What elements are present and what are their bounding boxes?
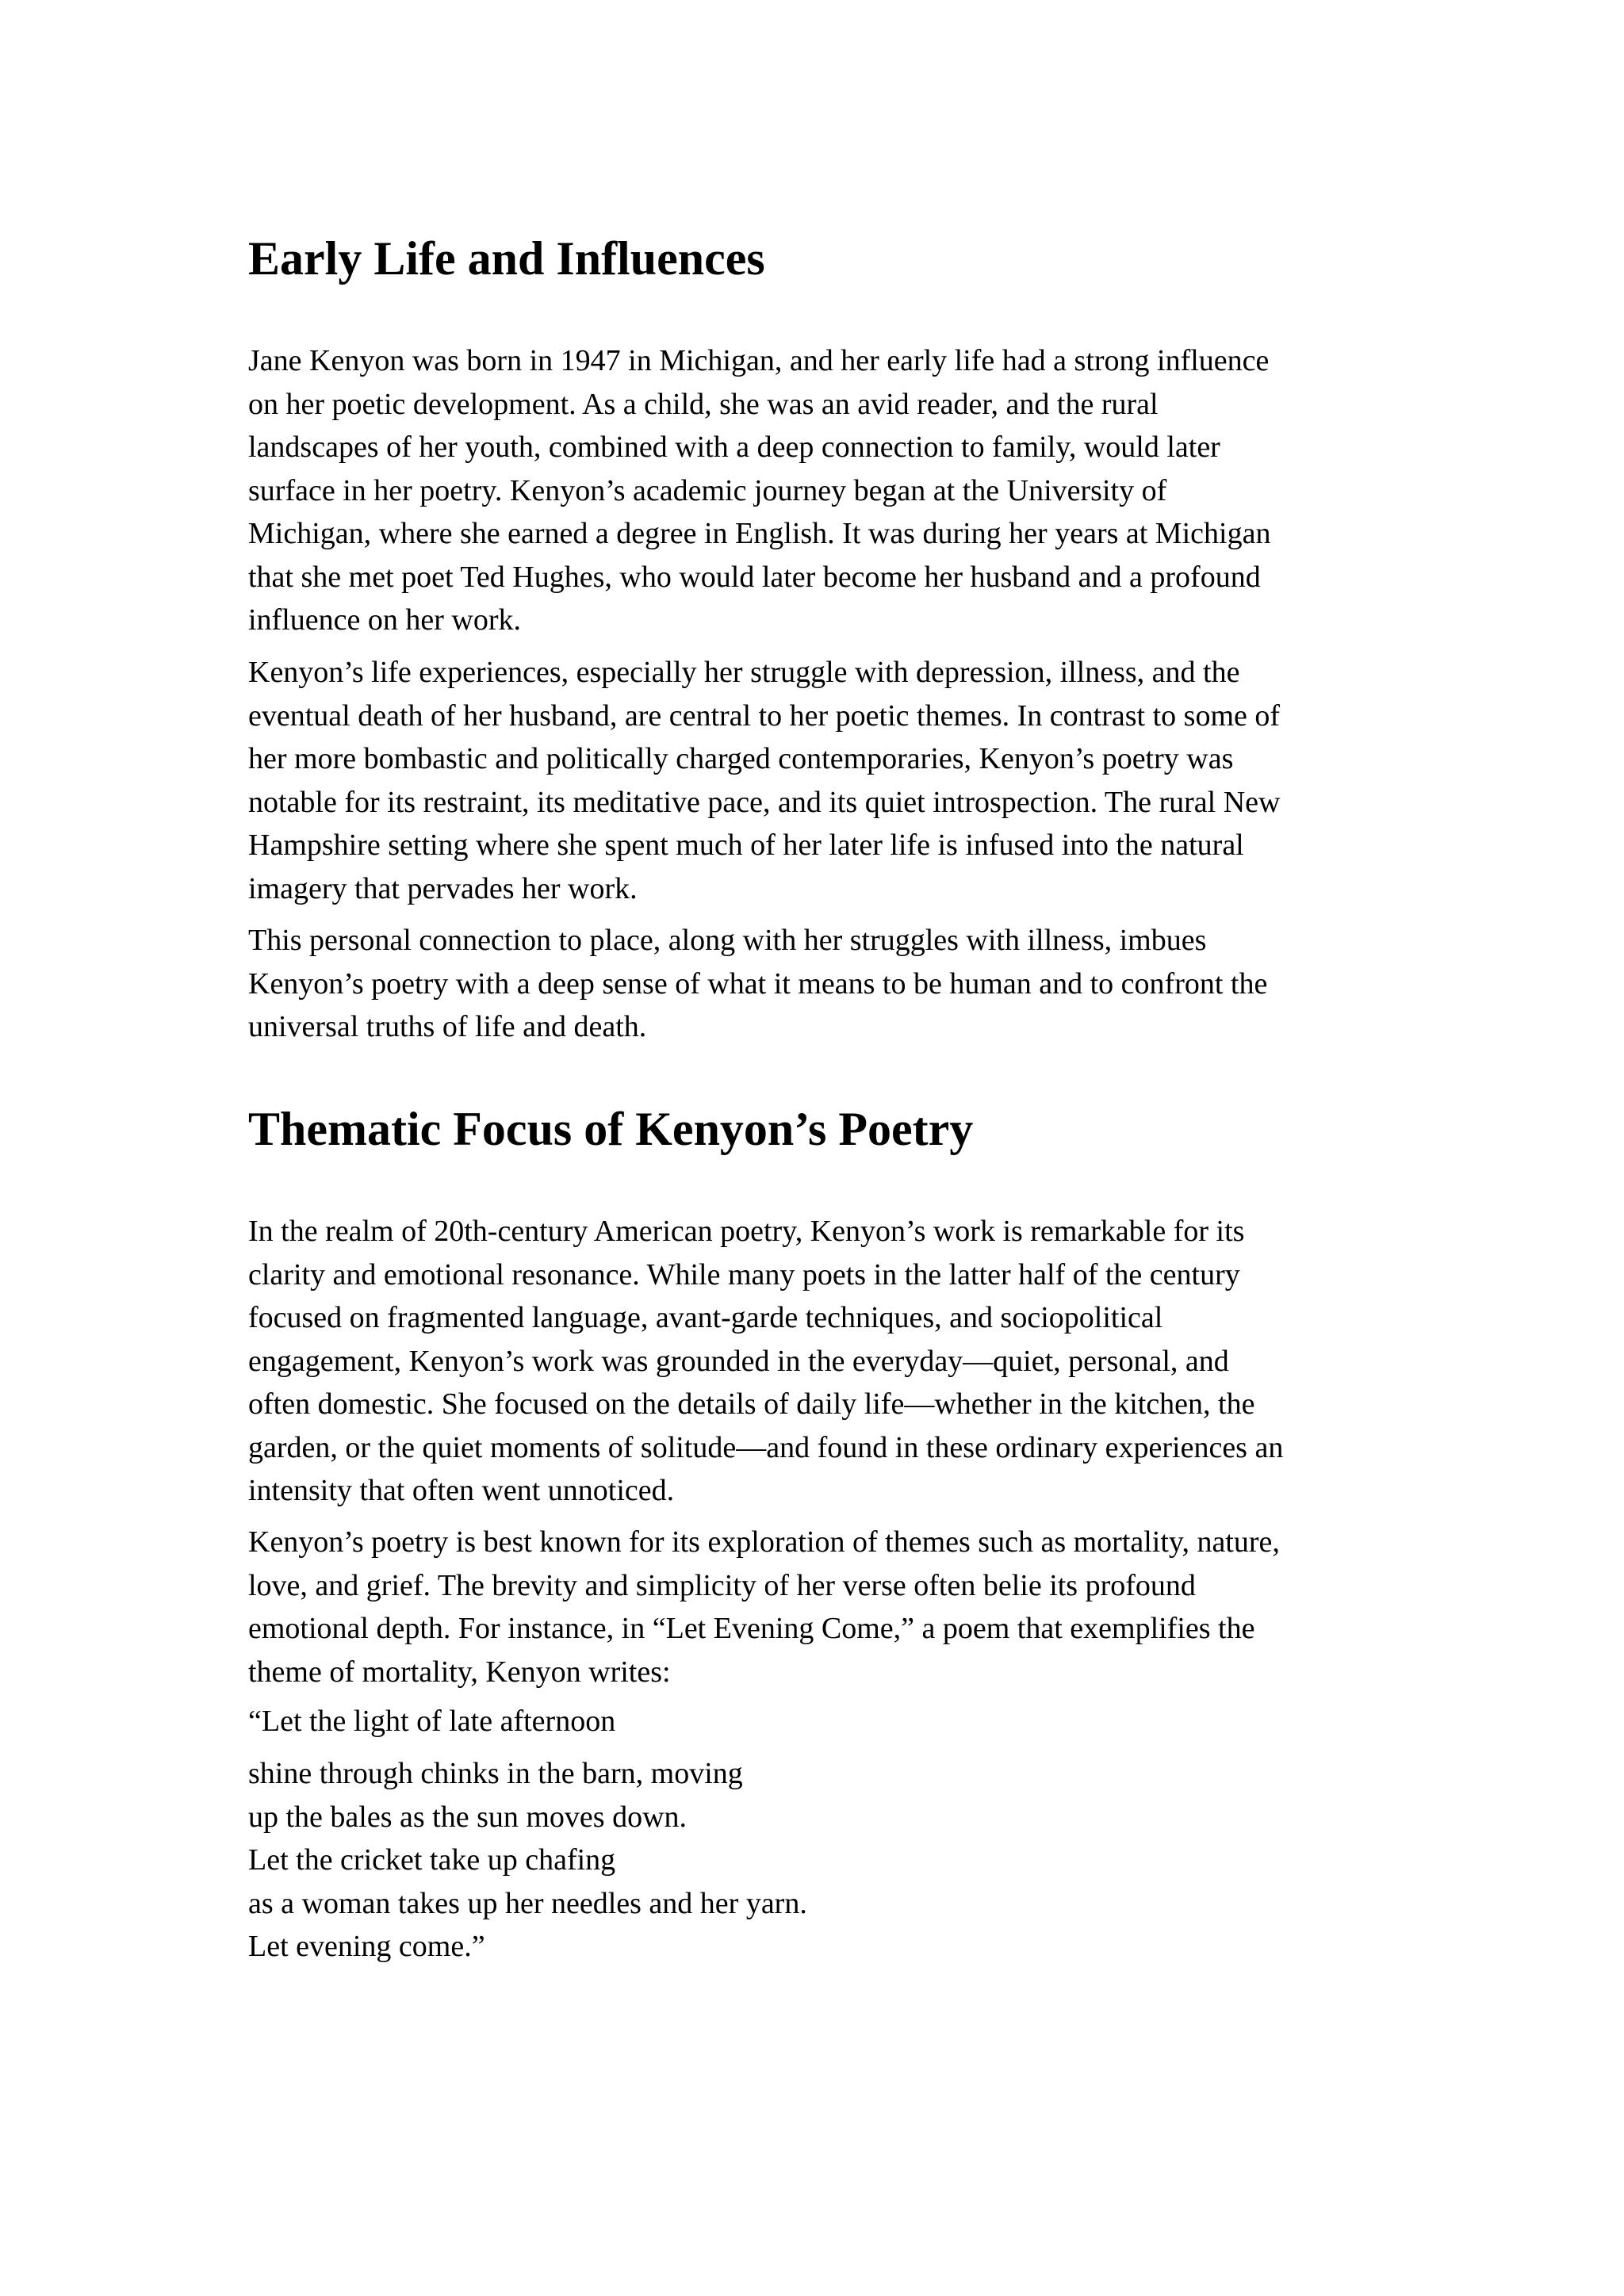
- paragraph-early-life-3: [248, 919, 1267, 1049]
- text-line: emotional depth. For instance, in “Let Evening Come,” a poem that exemplifies the: [248, 1612, 1255, 1645]
- poem-line: “Let the light of late afternoon: [248, 1705, 616, 1738]
- paragraph-early-life-2: [248, 651, 1280, 910]
- text-line: Hampshire setting where she spent much of her later life is infused into the natural: [248, 828, 1244, 862]
- poem-quote: [248, 1752, 807, 1969]
- text-line: Kenyon’s poetry with a deep sense of what it means to be human and to confront the: [248, 966, 1268, 1001]
- text-line: theme of mortality, Kenyon writes:: [248, 1655, 671, 1689]
- text-line: love, and grief. The brevity and simplicity of her verse often belie its profound: [248, 1568, 1196, 1602]
- text-line: Kenyon’s life experiences, especially her struggle with depression, illness, and the: [248, 656, 1240, 689]
- poem-line: as a woman takes up her needles and her yarn.: [248, 1886, 807, 1920]
- paragraph-early-life-1: [248, 339, 1270, 642]
- text-line: influence on her work.: [248, 603, 521, 637]
- text-line: landscapes of her youth, combined with a deep connection to family, would later: [248, 430, 1220, 464]
- text-line: Kenyon’s poetry is best known for its exploration of themes such as mortality, nature,: [248, 1525, 1280, 1559]
- text-line: clarity and emotional resonance. While many poets in the latter half of the century: [248, 1257, 1240, 1292]
- text-line: Jane Kenyon was born in 1947 in Michigan, and her early life had a strong influence: [248, 344, 1270, 377]
- section-heading-thematic-focus: Thematic Focus of Kenyon’s Poetry: [248, 1103, 974, 1155]
- text-line: This personal connection to place, along with her struggles with illness, imbues: [248, 924, 1207, 957]
- text-line: eventual death of her husband, are central to her poetic themes. In contrast to some of: [248, 698, 1281, 733]
- paragraph-thematic-1: [248, 1210, 1283, 1513]
- poem-line: Let the cricket take up chafing: [248, 1843, 616, 1877]
- text-line: notable for its restraint, its meditative pace, and its quiet introspection. The rural New: [248, 785, 1281, 819]
- text-line: garden, or the quiet moments of solitude—and found in these ordinary experiences an: [248, 1430, 1284, 1464]
- text-line: intensity that often went unnoticed.: [248, 1474, 675, 1507]
- text-line: universal truths of life and death.: [248, 1010, 647, 1043]
- text-line: engagement, Kenyon’s work was grounded in the everyday—quiet, personal, and: [248, 1344, 1229, 1378]
- text-line: surface in her poetry. Kenyon’s academic journey began at the University of: [248, 473, 1167, 507]
- text-line: that she met poet Ted Hughes, who would later become her husband and a profound: [248, 560, 1261, 594]
- text-line: In the realm of 20th-century American poetry, Kenyon’s work is remarkable for its: [248, 1215, 1245, 1248]
- poem-line: up the bales as the sun moves down.: [248, 1800, 688, 1834]
- text-line: focused on fragmented language, avant-garde techniques, and sociopolitical: [248, 1301, 1163, 1334]
- text-line: Michigan, where she earned a degree in English. It was during her years at Michigan: [248, 517, 1271, 550]
- text-line: on her poetic development. As a child, she was an avid reader, and the rural: [248, 387, 1159, 421]
- paragraph-poem-opening: [248, 1700, 615, 1743]
- poem-line: shine through chinks in the barn, moving: [248, 1757, 743, 1790]
- paragraph-thematic-2: [248, 1521, 1280, 1693]
- text-line: imagery that pervades her work.: [248, 871, 638, 905]
- poem-line: Let evening come.”: [248, 1930, 485, 1963]
- text-line: often domestic. She focused on the details of daily life—whether in the kitchen, the: [248, 1387, 1255, 1421]
- text-line: her more bombastic and politically charged contemporaries, Kenyon’s poetry was: [248, 742, 1234, 775]
- section-heading-early-life: Early Life and Influences: [248, 232, 765, 285]
